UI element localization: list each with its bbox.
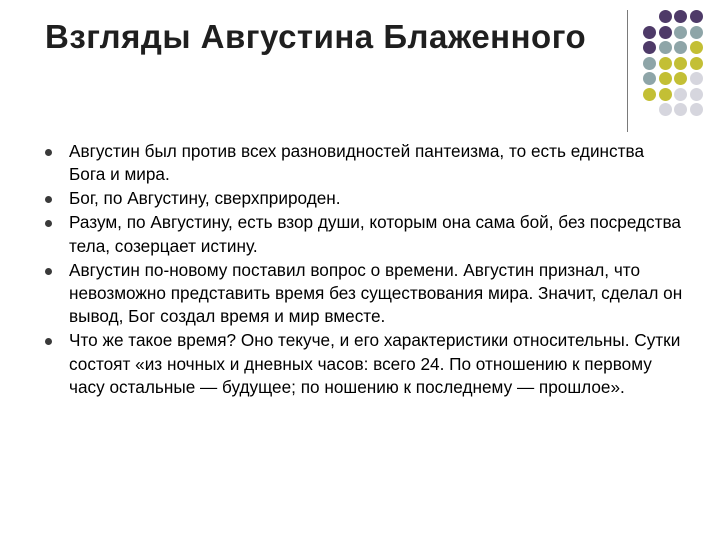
bullet-text: Разум, по Августину, есть взор души, которым она сама бой, без посредства тела, созерцает истину.	[69, 212, 681, 256]
decorative-dot	[690, 10, 703, 23]
decorative-dot	[659, 103, 672, 116]
decorative-dot	[674, 88, 687, 101]
decorative-dot	[659, 88, 672, 101]
decorative-dot	[643, 88, 656, 101]
decorative-dot	[690, 57, 703, 70]
slide-title: Взгляды Августина Блаженного	[45, 18, 587, 55]
decorative-dot	[674, 103, 687, 116]
decorative-dot	[643, 26, 656, 39]
bullet-point-icon	[45, 268, 52, 275]
decorative-dot	[690, 41, 703, 54]
decorative-dot	[690, 72, 703, 85]
bullet-item	[45, 211, 685, 258]
decorative-dot	[659, 72, 672, 85]
decorative-dot	[659, 41, 672, 54]
bullet-text: Бог, по Августину, сверхприроден.	[69, 188, 341, 209]
bullet-text: Августин по-новому поставил вопрос о времени. Августин признал, что невозможно представить время без существования мира. Значит, сделал он вывод, Бог создал время и мир вместе.	[69, 259, 683, 327]
decorative-dot	[659, 10, 672, 23]
decorative-dot	[643, 72, 656, 85]
decorative-dot	[659, 26, 672, 39]
decorative-dot	[674, 10, 687, 23]
decorative-dot	[674, 41, 687, 54]
decorative-dot	[674, 57, 687, 70]
decorative-dot	[690, 103, 703, 116]
decorative-dot-grid	[643, 10, 715, 118]
vertical-divider	[627, 10, 628, 132]
bullet-point-icon	[45, 149, 52, 156]
bullet-list	[45, 140, 685, 400]
decorative-dot	[659, 57, 672, 70]
decorative-dot	[674, 26, 687, 39]
bullet-point-icon	[45, 196, 52, 203]
decorative-dot	[643, 41, 656, 54]
bullet-point-icon	[45, 220, 52, 227]
decorative-dot	[674, 72, 687, 85]
bullet-item	[45, 140, 685, 187]
bullet-text: Августин был против всех разновидностей пантеизма, то есть единства Бога и мира.	[69, 141, 645, 185]
bullet-point-icon	[45, 338, 52, 345]
decorative-dot	[643, 57, 656, 70]
bullet-item	[45, 329, 685, 399]
decorative-dot	[690, 26, 703, 39]
bullet-text: Что же такое время? Оно текуче, и его характеристики относительны. Сутки состоят «из ночных и дневных часов: всего 24. По отношению к первому часу остальные — будущее; по ношению к последнему — прошлое».	[69, 330, 681, 398]
bullet-item	[45, 259, 685, 329]
decorative-dot	[690, 88, 703, 101]
bullet-item	[45, 187, 685, 210]
